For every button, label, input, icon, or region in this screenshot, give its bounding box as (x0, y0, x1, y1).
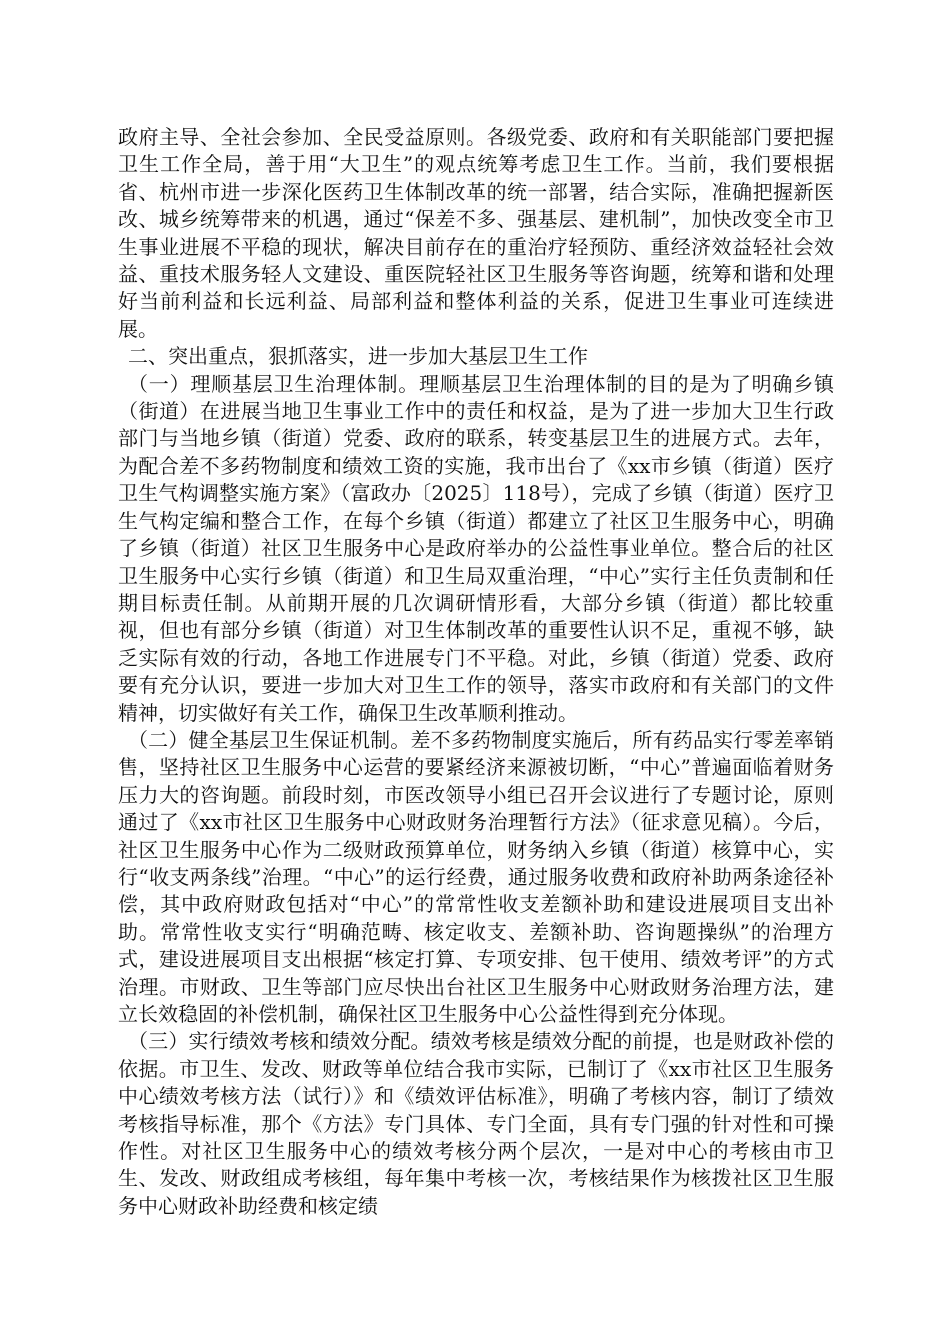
document-body (118, 124, 834, 1220)
paragraph-performance-assessment: （三）实行绩效考核和绩效分配。绩效考核是绩效分配的前提，也是财政补偿的依据。市卫生、发改、财政等单位结合我市实际，已制订了《xx市社区卫生服务中心绩效考核方法（试行）》和《绩效评估标准》，明确了考核内容，制订了绩效考核指导标准，那个《方法》专门具体、专门全面，具有专门强的针对性和可操作性。对社区卫生服务中心的绩效考核分两个层次，一是对中心的考核由市卫生、发改、财政组成考核组，每年集中考核一次，考核结果作为核拨社区卫生服务中心财政补助经费和核定绩 (118, 1029, 834, 1218)
paragraph-principles: 政府主导、全社会参加、全民受益原则。各级党委、政府和有关职能部门要把握卫生工作全局，善于用“大卫生”的观点统筹考虑卫生工作。当前，我们要根据省、杭州市进一步深化医药卫生体制改革的统一部署，结合实际，准确把握新医改、城乡统筹带来的机遇，通过“保差不多、强基层、建机制”，加快改变全市卫生事业进展不平稳的现状，解决目前存在的重治疗轻预防、重经济效益轻社会效益、重技术服务轻人文建设、重医院轻社区卫生服务等咨询题，统筹和谐和处理好当前利益和长远利益、局部利益和整体利益的关系，促进卫生事业可连续进展。 (118, 125, 834, 341)
paragraph-guarantee-mechanism: （二）健全基层卫生保证机制。差不多药物制度实施后，所有药品实行零差率销售，坚持社区卫生服务中心运营的要紧经济来源被切断，“中心”普遍面临着财务压力大的咨询题。前段时刻，市医改领导小组已召开会议进行了专题讨论，原则通过了《xx市社区卫生服务中心财政财务治理暂行方法》（征求意见稿）。今后，社区卫生服务中心作为二级财政预算单位，财务纳入乡镇（街道）核算中心，实行“收支两条线”治理。“中心”的运行经费，通过服务收费和政府补助两条途径补偿，其中政府财政包括对“中心”的常常性收支差额补助和建设进展项目支出补助。常常性收支实行“明确范畴、核定收支、差额补助、咨询题操纵”的治理方式，建设进展项目支出根据“核定打算、专项安排、包干使用、绩效考评”的方式治理。市财政、卫生等部门应尽快出台社区卫生服务中心财政财务治理方法，建立长效稳固的补偿机制，确保社区卫生服务中心公益性得到充分体现。 (118, 727, 834, 1026)
paragraph-management-system: （一）理顺基层卫生治理体制。理顺基层卫生治理体制的目的是为了明确乡镇（街道）在进展当地卫生事业工作中的责任和权益，是为了进一步加大卫生行政部门与当地乡镇（街道）党委、政府的联系，转变基层卫生的进展方式。去年，为配合差不多药物制度和绩效工资的实施，我市出台了《xx市乡镇（街道）医疗卫生气构调整实施方案》（富政办〔2025〕118号），完成了乡镇（街道）医疗卫生气构定编和整合工作，在每个乡镇（街道）都建立了社区卫生服务中心，明确了乡镇（街道）社区卫生服务中心是政府举办的公益性事业单位。整合后的社区卫生服务中心实行乡镇（街道）和卫生局双重治理，“中心”实行主任负责制和任期目标责任制。从前期开展的几次调研情形看，大部分乡镇（街道）都比较重视，但也有部分乡镇（街道）对卫生体制改革的重要性认识不足，重视不够，缺乏实际有效的行动，各地工作进展专门不平稳。对此，乡镇（街道）党委、政府要有充分认识，要进一步加大对卫生工作的领导，落实市政府和有关部门的文件精神，切实做好有关工作，确保卫生改革顺利推动。 (118, 371, 834, 725)
section-heading-2: 二、突出重点，狠抓落实，进一步加大基层卫生工作 (128, 344, 588, 369)
